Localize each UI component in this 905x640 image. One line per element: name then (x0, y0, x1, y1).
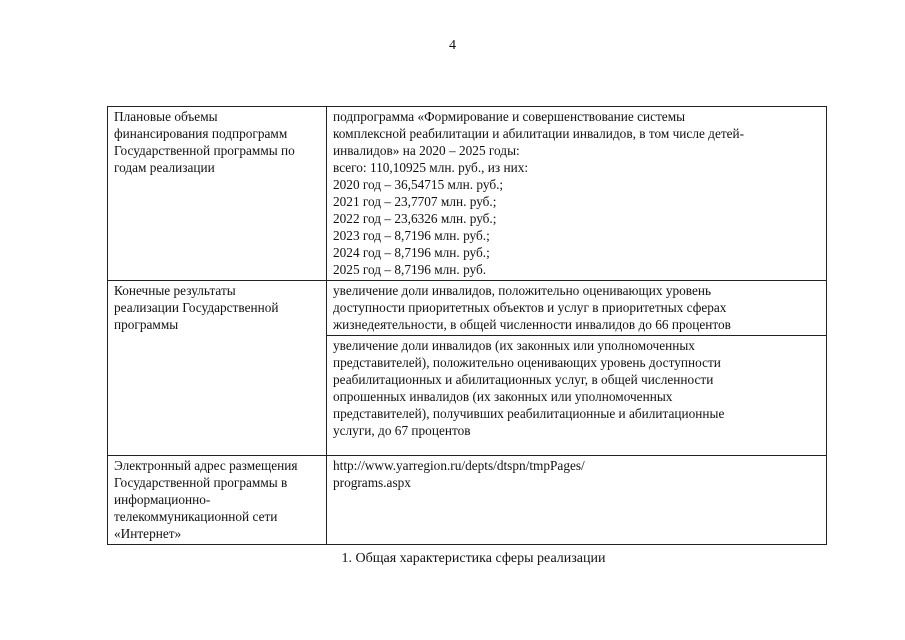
table-row-funding (108, 107, 827, 281)
results-value-line: доступности приоритетных объектов и услуг в приоритетных сферах (333, 300, 727, 315)
web-address-label-line: информационно- (114, 492, 211, 507)
funding-year-line: 2021 год – 23,7707 млн. руб.; (333, 194, 497, 209)
web-address-label-cell (108, 456, 327, 545)
funding-label-line: Плановые объемы (114, 109, 218, 124)
web-address-label-line: Государственной программы в (114, 475, 288, 490)
funding-label-cell (108, 107, 327, 281)
results-value-line: увеличение доли инвалидов (их законных или уполномоченных (333, 338, 695, 353)
funding-value-line: комплексной реабилитации и абилитации инвалидов, в том числе детей- (333, 126, 745, 141)
funding-value-line: подпрограмма «Формирование и совершенствование системы (333, 109, 686, 124)
web-address-label-line: Электронный адрес размещения (114, 458, 298, 473)
web-address-url-line: http://www.yarregion.ru/depts/dtspn/tmpPages/ (333, 458, 585, 473)
results-value-line: увеличение доли инвалидов, положительно оценивающих уровень (333, 283, 712, 298)
results-value-line: реабилитационных и абилитационных услуг, в общей численности (333, 372, 714, 387)
funding-year-line: 2024 год – 8,7196 млн. руб.; (333, 245, 490, 260)
results-value-line: представителей), положительно оценивающих уровень доступности (333, 355, 721, 370)
program-passport-table (107, 106, 827, 545)
results-value-line: опрошенных инвалидов (их законных или уполномоченных (333, 389, 673, 404)
results-label-line: программы (114, 317, 179, 332)
funding-year-line: 2023 год – 8,7196 млн. руб.; (333, 228, 490, 243)
table-row-web-address (108, 456, 827, 545)
results-label-cell (108, 281, 327, 456)
funding-year-line: 2020 год – 36,54715 млн. руб.; (333, 177, 504, 192)
results-value-cell-1 (327, 281, 827, 336)
web-address-value-cell (327, 456, 827, 545)
results-value-line: услуги, до 67 процентов (333, 423, 471, 438)
results-value-line: жизнедеятельности, в общей численности инвалидов до 66 процентов (333, 317, 731, 332)
web-address-url-line: programs.aspx (333, 475, 411, 490)
funding-label-line: финансирования подпрограмм (114, 126, 288, 141)
table-row-results (108, 281, 827, 336)
funding-value-line: инвалидов» на 2020 – 2025 годы: (333, 143, 520, 158)
section-heading: 1. Общая характеристика сферы реализации (341, 551, 606, 566)
funding-label-line: Государственной программы по (114, 143, 295, 158)
funding-value-cell (327, 107, 827, 281)
results-label-line: Конечные результаты (114, 283, 236, 298)
funding-label-line: годам реализации (114, 160, 215, 175)
web-address-label-line: «Интернет» (114, 526, 182, 541)
results-value-cell-2 (327, 336, 827, 456)
results-value-line: представителей), получивших реабилитационные и абилитационные (333, 406, 725, 421)
funding-year-line: 2025 год – 8,7196 млн. руб. (333, 262, 487, 277)
web-address-label-line: телекоммуникационной сети (114, 509, 278, 524)
results-label-line: реализации Государственной (114, 300, 279, 315)
page-number: 4 (449, 38, 456, 53)
funding-year-line: 2022 год – 23,6326 млн. руб.; (333, 211, 497, 226)
funding-total-line: всего: 110,10925 млн. руб., из них: (333, 160, 529, 175)
